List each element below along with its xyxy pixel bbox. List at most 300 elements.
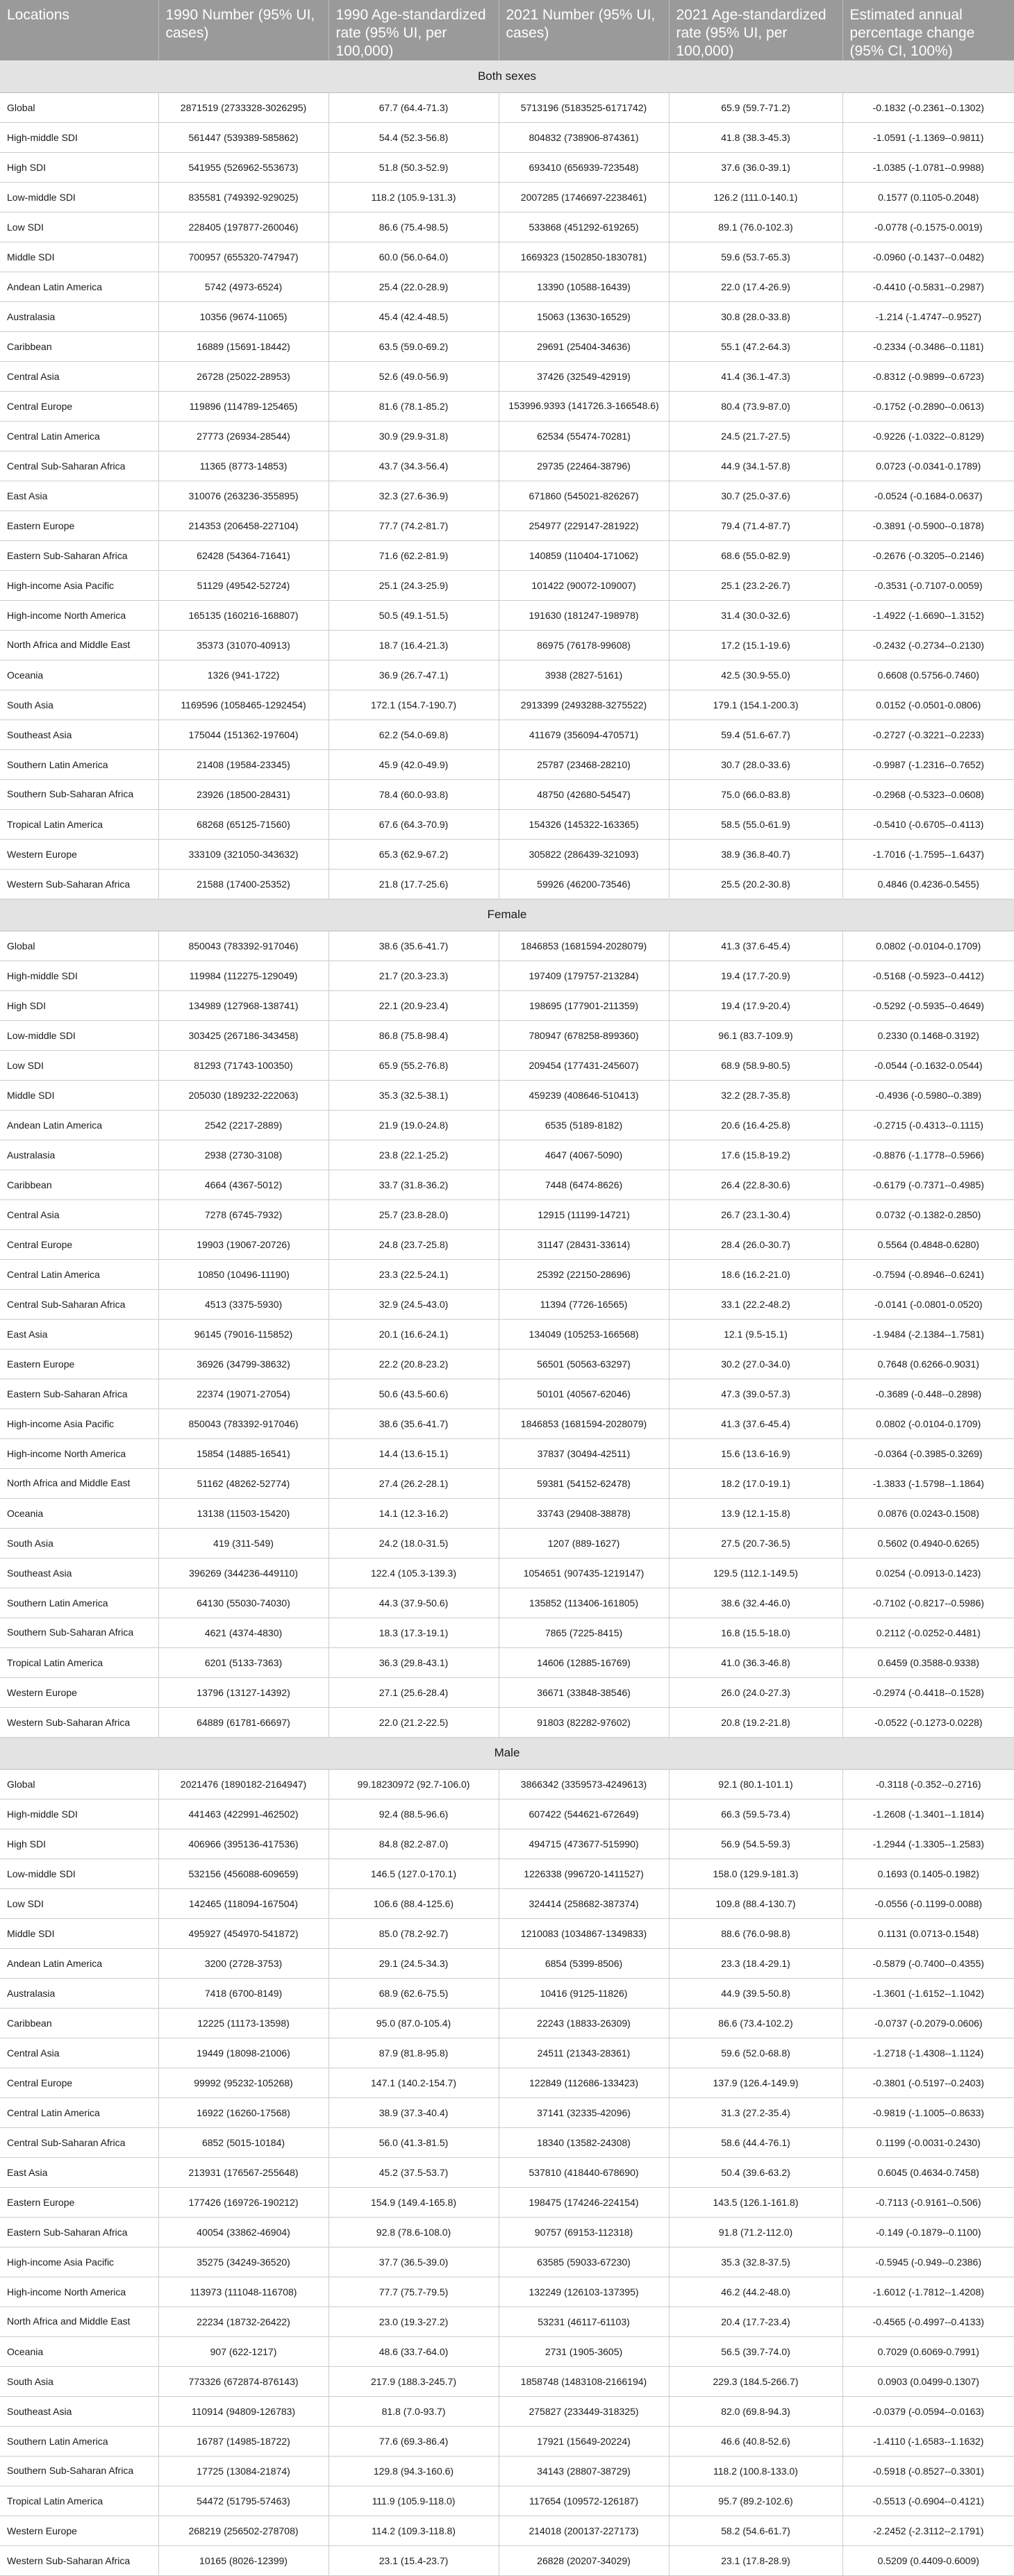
location-cell: High SDI <box>0 990 158 1020</box>
eapc-cell: -1.6012 (-1.7812--1.4208) <box>842 2277 1014 2307</box>
number-1990-cell: 96145 (79016-115852) <box>158 1319 329 1349</box>
asr-2021-cell: 30.8 (28.0-33.8) <box>669 301 842 331</box>
table-row <box>0 1859 1014 1888</box>
number-1990-cell: 35275 (34249-36520) <box>158 2247 329 2277</box>
location-cell: High-income Asia Pacific <box>0 570 158 600</box>
table-row <box>0 1438 1014 1468</box>
asr-1990-cell: 86.6 (75.4-98.5) <box>329 212 499 242</box>
asr-2021-cell: 13.9 (12.1-15.8) <box>669 1498 842 1528</box>
number-2021-cell: 59381 (54152-62478) <box>499 1468 669 1498</box>
number-1990-cell: 36926 (34799-38632) <box>158 1349 329 1379</box>
asr-2021-cell: 41.8 (38.3-45.3) <box>669 122 842 152</box>
number-1990-cell: 13796 (13127-14392) <box>158 1677 329 1707</box>
asr-2021-cell: 88.6 (76.0-98.8) <box>669 1918 842 1948</box>
table-row <box>0 2277 1014 2307</box>
eapc-cell: 0.1199 (-0.0031-0.2430) <box>842 2127 1014 2157</box>
table-row <box>0 540 1014 570</box>
asr-1990-cell: 77.6 (69.3-86.4) <box>329 2426 499 2456</box>
location-cell: Southern Sub-Saharan Africa <box>0 779 158 809</box>
asr-2021-cell: 24.5 (21.7-27.5) <box>669 421 842 451</box>
number-2021-cell: 153996.9393 (141726.3-166548.6) <box>499 391 669 421</box>
location-cell: Oceania <box>0 2336 158 2366</box>
number-1990-cell: 17725 (13084-21874) <box>158 2456 329 2486</box>
eapc-cell: -0.0364 (-0.3985-0.3269) <box>842 1438 1014 1468</box>
location-cell: Tropical Latin America <box>0 809 158 839</box>
asr-1990-cell: 50.5 (49.1-51.5) <box>329 600 499 630</box>
asr-1990-cell: 60.0 (56.0-64.0) <box>329 242 499 272</box>
asr-2021-cell: 56.5 (39.7-74.0) <box>669 2336 842 2366</box>
location-cell: Southeast Asia <box>0 1558 158 1588</box>
table-row <box>0 1948 1014 1978</box>
eapc-cell: -0.2968 (-0.5323--0.0608) <box>842 779 1014 809</box>
asr-2021-cell: 109.8 (88.4-130.7) <box>669 1888 842 1918</box>
asr-1990-cell: 67.7 (64.4-71.3) <box>329 92 499 122</box>
table-row <box>0 1319 1014 1349</box>
table-row <box>0 1349 1014 1379</box>
table-body <box>0 60 1014 2575</box>
asr-2021-cell: 18.2 (17.0-19.1) <box>669 1468 842 1498</box>
asr-1990-cell: 29.1 (24.5-34.3) <box>329 1948 499 1978</box>
number-1990-cell: 113973 (111048-116708) <box>158 2277 329 2307</box>
asr-2021-cell: 79.4 (71.4-87.7) <box>669 510 842 540</box>
asr-2021-cell: 41.4 (36.1-47.3) <box>669 361 842 391</box>
asr-1990-cell: 36.9 (26.7-47.1) <box>329 660 499 690</box>
location-cell: South Asia <box>0 2366 158 2396</box>
location-cell: Andean Latin America <box>0 272 158 301</box>
eapc-cell: 0.0876 (0.0243-0.1508) <box>842 1498 1014 1528</box>
location-cell: High SDI <box>0 152 158 182</box>
asr-2021-cell: 19.4 (17.7-20.9) <box>669 961 842 990</box>
asr-2021-cell: 59.6 (52.0-68.8) <box>669 2038 842 2068</box>
number-1990-cell: 495927 (454970-541872) <box>158 1918 329 1948</box>
eapc-cell: -0.2334 (-0.3486--0.1181) <box>842 331 1014 361</box>
number-2021-cell: 18340 (13582-24308) <box>499 2127 669 2157</box>
asr-1990-cell: 23.3 (22.5-24.1) <box>329 1259 499 1289</box>
table-row <box>0 1409 1014 1438</box>
location-cell: Eastern Sub-Saharan Africa <box>0 1379 158 1409</box>
location-cell: Global <box>0 1769 158 1799</box>
location-cell: Low-middle SDI <box>0 1020 158 1050</box>
asr-1990-cell: 38.6 (35.6-41.7) <box>329 1409 499 1438</box>
asr-1990-cell: 50.6 (43.5-60.6) <box>329 1379 499 1409</box>
eapc-cell: -0.0737 (-0.2079-0.0606) <box>842 2008 1014 2038</box>
eapc-cell: -1.9484 (-2.1384--1.7581) <box>842 1319 1014 1349</box>
asr-2021-cell: 46.6 (40.8-52.6) <box>669 2426 842 2456</box>
eapc-cell: -0.7594 (-0.8946--0.6241) <box>842 1259 1014 1289</box>
location-cell: Eastern Europe <box>0 1349 158 1379</box>
asr-2021-cell: 118.2 (100.8-133.0) <box>669 2456 842 2486</box>
eapc-cell: 0.1577 (0.1105-0.2048) <box>842 182 1014 212</box>
asr-2021-cell: 50.4 (39.6-63.2) <box>669 2157 842 2187</box>
asr-2021-cell: 17.6 (15.8-19.2) <box>669 1140 842 1170</box>
eapc-cell: -0.0524 (-0.1684-0.0637) <box>842 481 1014 510</box>
location-cell: Low SDI <box>0 212 158 242</box>
asr-2021-cell: 86.6 (73.4-102.2) <box>669 2008 842 2038</box>
number-2021-cell: 537810 (418440-678690) <box>499 2157 669 2187</box>
location-cell: Central Europe <box>0 2068 158 2097</box>
location-cell: Western Europe <box>0 839 158 869</box>
asr-2021-cell: 35.3 (32.8-37.5) <box>669 2247 842 2277</box>
number-2021-cell: 37141 (32335-42096) <box>499 2097 669 2127</box>
eapc-cell: -0.9226 (-1.0322--0.8129) <box>842 421 1014 451</box>
number-1990-cell: 333109 (321050-343632) <box>158 839 329 869</box>
table-row <box>0 749 1014 779</box>
asr-1990-cell: 43.7 (34.3-56.4) <box>329 451 499 481</box>
asr-1990-cell: 25.4 (22.0-28.9) <box>329 272 499 301</box>
number-2021-cell: 459239 (408646-510413) <box>499 1080 669 1110</box>
location-cell: Southern Sub-Saharan Africa <box>0 1618 158 1647</box>
asr-1990-cell: 77.7 (74.2-81.7) <box>329 510 499 540</box>
number-1990-cell: 541955 (526962-553673) <box>158 152 329 182</box>
asr-2021-cell: 41.3 (37.6-45.4) <box>669 931 842 961</box>
number-2021-cell: 2007285 (1746697-2238461) <box>499 182 669 212</box>
asr-2021-cell: 30.7 (25.0-37.6) <box>669 481 842 510</box>
asr-2021-cell: 33.1 (22.2-48.2) <box>669 1289 842 1319</box>
asr-2021-cell: 26.7 (23.1-30.4) <box>669 1199 842 1229</box>
number-1990-cell: 27773 (26934-28544) <box>158 421 329 451</box>
number-2021-cell: 1846853 (1681594-2028079) <box>499 1409 669 1438</box>
location-cell: Andean Latin America <box>0 1110 158 1140</box>
asr-1990-cell: 56.0 (41.3-81.5) <box>329 2127 499 2157</box>
table-row <box>0 2545 1014 2575</box>
number-1990-cell: 99992 (95232-105268) <box>158 2068 329 2097</box>
table-row <box>0 2307 1014 2336</box>
number-1990-cell: 110914 (94809-126783) <box>158 2396 329 2426</box>
table-row <box>0 1498 1014 1528</box>
asr-2021-cell: 44.9 (34.1-57.8) <box>669 451 842 481</box>
asr-2021-cell: 179.1 (154.1-200.3) <box>669 690 842 720</box>
number-1990-cell: 213931 (176567-255648) <box>158 2157 329 2187</box>
number-1990-cell: 835581 (749392-929025) <box>158 182 329 212</box>
eapc-cell: -1.0385 (-1.0781--0.9988) <box>842 152 1014 182</box>
asr-1990-cell: 111.9 (105.9-118.0) <box>329 2486 499 2516</box>
eapc-cell: -0.0556 (-0.1199-0.0088) <box>842 1888 1014 1918</box>
number-1990-cell: 10850 (10496-11190) <box>158 1259 329 1289</box>
table-row <box>0 1140 1014 1170</box>
number-2021-cell: 91803 (82282-97602) <box>499 1707 669 1737</box>
location-cell: Western Europe <box>0 2516 158 2545</box>
location-cell: Middle SDI <box>0 1918 158 1948</box>
number-2021-cell: 135852 (113406-161805) <box>499 1588 669 1618</box>
eapc-cell: 0.6608 (0.5756-0.7460) <box>842 660 1014 690</box>
asr-2021-cell: 137.9 (126.4-149.9) <box>669 2068 842 2097</box>
number-2021-cell: 2731 (1905-3605) <box>499 2336 669 2366</box>
eapc-cell: -1.2944 (-1.3305--1.2583) <box>842 1829 1014 1859</box>
asr-1990-cell: 21.7 (20.3-23.3) <box>329 961 499 990</box>
eapc-cell: -0.5513 (-0.6904--0.4121) <box>842 2486 1014 2516</box>
number-2021-cell: 693410 (656939-723548) <box>499 152 669 182</box>
table-row <box>0 1259 1014 1289</box>
table-row <box>0 510 1014 540</box>
number-1990-cell: 22374 (19071-27054) <box>158 1379 329 1409</box>
location-cell: Eastern Sub-Saharan Africa <box>0 2217 158 2247</box>
number-2021-cell: 1054651 (907435-1219147) <box>499 1558 669 1588</box>
number-1990-cell: 142465 (118094-167504) <box>158 1888 329 1918</box>
location-cell: Caribbean <box>0 331 158 361</box>
location-cell: North Africa and Middle East <box>0 630 158 660</box>
number-2021-cell: 26828 (20207-34029) <box>499 2545 669 2575</box>
number-1990-cell: 21588 (17400-25352) <box>158 869 329 899</box>
number-1990-cell: 268219 (256502-278708) <box>158 2516 329 2545</box>
number-2021-cell: 5713196 (5183525-6171742) <box>499 92 669 122</box>
asr-2021-cell: 20.4 (17.7-23.4) <box>669 2307 842 2336</box>
number-1990-cell: 16889 (15691-18442) <box>158 331 329 361</box>
number-2021-cell: 1207 (889-1627) <box>499 1528 669 1558</box>
asr-2021-cell: 75.0 (66.0-83.8) <box>669 779 842 809</box>
asr-1990-cell: 81.8 (7.0-93.7) <box>329 2396 499 2426</box>
eapc-cell: 0.0254 (-0.0913-0.1423) <box>842 1558 1014 1588</box>
eapc-cell: -1.2608 (-1.3401--1.1814) <box>842 1799 1014 1829</box>
number-1990-cell: 1169596 (1058465-1292454) <box>158 690 329 720</box>
number-2021-cell: 3866342 (3359573-4249613) <box>499 1769 669 1799</box>
number-2021-cell: 804832 (738906-874361) <box>499 122 669 152</box>
eapc-cell: 0.0903 (0.0499-0.1307) <box>842 2366 1014 2396</box>
number-2021-cell: 48750 (42680-54547) <box>499 779 669 809</box>
number-1990-cell: 441463 (422991-462502) <box>158 1799 329 1829</box>
eapc-cell: 0.1693 (0.1405-0.1982) <box>842 1859 1014 1888</box>
number-2021-cell: 25787 (23468-28210) <box>499 749 669 779</box>
asr-2021-cell: 126.2 (111.0-140.1) <box>669 182 842 212</box>
number-2021-cell: 411679 (356094-470571) <box>499 720 669 749</box>
number-2021-cell: 17921 (15649-20224) <box>499 2426 669 2456</box>
number-2021-cell: 6854 (5399-8506) <box>499 1948 669 1978</box>
asr-2021-cell: 47.3 (39.0-57.3) <box>669 1379 842 1409</box>
asr-2021-cell: 46.2 (44.2-48.0) <box>669 2277 842 2307</box>
asr-2021-cell: 59.4 (51.6-67.7) <box>669 720 842 749</box>
number-1990-cell: 26728 (25022-28953) <box>158 361 329 391</box>
asr-2021-cell: 31.3 (27.2-35.4) <box>669 2097 842 2127</box>
asr-1990-cell: 78.4 (60.0-93.8) <box>329 779 499 809</box>
location-cell: Central Latin America <box>0 2097 158 2127</box>
number-1990-cell: 119984 (112275-129049) <box>158 961 329 990</box>
location-cell: Eastern Europe <box>0 510 158 540</box>
number-1990-cell: 310076 (263236-355895) <box>158 481 329 510</box>
eapc-cell: -0.9987 (-1.2316--0.7652) <box>842 749 1014 779</box>
asr-1990-cell: 52.6 (49.0-56.9) <box>329 361 499 391</box>
section-title: Both sexes <box>0 60 1014 92</box>
asr-2021-cell: 31.4 (30.0-32.6) <box>669 600 842 630</box>
table-row <box>0 301 1014 331</box>
number-2021-cell: 154326 (145322-163365) <box>499 809 669 839</box>
header-2021-asr: 2021 Age-standardized rate (95% UI, per 100,000) <box>669 0 842 60</box>
eapc-cell: -0.4936 (-0.5980--0.389) <box>842 1080 1014 1110</box>
number-2021-cell: 13390 (10588-16439) <box>499 272 669 301</box>
location-cell: High-middle SDI <box>0 1799 158 1829</box>
asr-1990-cell: 32.9 (24.5-43.0) <box>329 1289 499 1319</box>
number-1990-cell: 35373 (31070-40913) <box>158 630 329 660</box>
number-2021-cell: 33743 (29408-38878) <box>499 1498 669 1528</box>
eapc-cell: -0.2715 (-0.4313--0.1115) <box>842 1110 1014 1140</box>
asr-2021-cell: 20.8 (19.2-21.8) <box>669 1707 842 1737</box>
eapc-cell: -0.0544 (-0.1632-0.0544) <box>842 1050 1014 1080</box>
asr-1990-cell: 84.8 (82.2-87.0) <box>329 1829 499 1859</box>
location-cell: Tropical Latin America <box>0 2486 158 2516</box>
location-cell: Tropical Latin America <box>0 1647 158 1677</box>
location-cell: East Asia <box>0 1319 158 1349</box>
table-row <box>0 1769 1014 1799</box>
number-1990-cell: 3200 (2728-3753) <box>158 1948 329 1978</box>
asr-2021-cell: 55.1 (47.2-64.3) <box>669 331 842 361</box>
number-2021-cell: 29691 (25404-34636) <box>499 331 669 361</box>
number-1990-cell: 13138 (11503-15420) <box>158 1498 329 1528</box>
number-1990-cell: 15854 (14885-16541) <box>158 1438 329 1468</box>
table-row <box>0 1528 1014 1558</box>
asr-1990-cell: 63.5 (59.0-69.2) <box>329 331 499 361</box>
eapc-cell: -2.2452 (-2.3112--2.1791) <box>842 2516 1014 2545</box>
number-2021-cell: 53231 (46117-61103) <box>499 2307 669 2336</box>
eapc-cell: -0.7102 (-0.8217--0.5986) <box>842 1588 1014 1618</box>
location-cell: High-income North America <box>0 600 158 630</box>
location-cell: Southeast Asia <box>0 2396 158 2426</box>
location-cell: East Asia <box>0 2157 158 2187</box>
table-row <box>0 1289 1014 1319</box>
location-cell: Central Asia <box>0 2038 158 2068</box>
eapc-cell: -0.5168 (-0.5923--0.4412) <box>842 961 1014 990</box>
number-1990-cell: 10356 (9674-11065) <box>158 301 329 331</box>
number-2021-cell: 214018 (200137-227173) <box>499 2516 669 2545</box>
eapc-cell: 0.5564 (0.4848-0.6280) <box>842 1229 1014 1259</box>
location-cell: Middle SDI <box>0 1080 158 1110</box>
location-cell: Central Europe <box>0 1229 158 1259</box>
table-row <box>0 1707 1014 1737</box>
location-cell: Low-middle SDI <box>0 1859 158 1888</box>
asr-1990-cell: 129.8 (94.3-160.6) <box>329 2456 499 2486</box>
table-row <box>0 630 1014 660</box>
location-cell: Global <box>0 92 158 122</box>
number-1990-cell: 2021476 (1890182-2164947) <box>158 1769 329 1799</box>
asr-2021-cell: 23.3 (18.4-29.1) <box>669 1948 842 1978</box>
asr-2021-cell: 158.0 (129.9-181.3) <box>669 1859 842 1888</box>
asr-1990-cell: 38.9 (37.3-40.4) <box>329 2097 499 2127</box>
asr-2021-cell: 92.1 (80.1-101.1) <box>669 1769 842 1799</box>
number-1990-cell: 6201 (5133-7363) <box>158 1647 329 1677</box>
table-row <box>0 331 1014 361</box>
number-2021-cell: 59926 (46200-73546) <box>499 869 669 899</box>
asr-2021-cell: 56.9 (54.5-59.3) <box>669 1829 842 1859</box>
number-1990-cell: 4664 (4367-5012) <box>158 1170 329 1199</box>
asr-1990-cell: 86.8 (75.8-98.4) <box>329 1020 499 1050</box>
table-row <box>0 1080 1014 1110</box>
table-row <box>0 2068 1014 2097</box>
table-row <box>0 481 1014 510</box>
eapc-cell: -0.2432 (-0.2734--0.2130) <box>842 630 1014 660</box>
number-2021-cell: 12915 (11199-14721) <box>499 1199 669 1229</box>
location-cell: Central Latin America <box>0 1259 158 1289</box>
eapc-cell: -0.1752 (-0.2890--0.0613) <box>842 391 1014 421</box>
table-row <box>0 1170 1014 1199</box>
number-1990-cell: 19903 (19067-20726) <box>158 1229 329 1259</box>
eapc-cell: -0.4565 (-0.4997--0.4133) <box>842 2307 1014 2336</box>
eapc-cell: -0.149 (-0.1879--0.1100) <box>842 2217 1014 2247</box>
asr-2021-cell: 95.7 (89.2-102.6) <box>669 2486 842 2516</box>
table-row <box>0 1618 1014 1647</box>
asr-1990-cell: 35.3 (32.5-38.1) <box>329 1080 499 1110</box>
asr-1990-cell: 38.6 (35.6-41.7) <box>329 931 499 961</box>
asr-1990-cell: 172.1 (154.7-190.7) <box>329 690 499 720</box>
location-cell: Central Sub-Saharan Africa <box>0 2127 158 2157</box>
location-cell: Global <box>0 931 158 961</box>
table-row <box>0 1888 1014 1918</box>
eapc-cell: -1.4110 (-1.6583--1.1632) <box>842 2426 1014 2456</box>
number-2021-cell: 50101 (40567-62046) <box>499 1379 669 1409</box>
eapc-cell: -1.214 (-1.4747--0.9527) <box>842 301 1014 331</box>
eapc-cell: -0.5945 (-0.949--0.2386) <box>842 2247 1014 2277</box>
asr-1990-cell: 48.6 (33.7-64.0) <box>329 2336 499 2366</box>
number-1990-cell: 5742 (4973-6524) <box>158 272 329 301</box>
asr-1990-cell: 20.1 (16.6-24.1) <box>329 1319 499 1349</box>
asr-1990-cell: 45.4 (42.4-48.5) <box>329 301 499 331</box>
eapc-cell: -1.3601 (-1.6152--1.1042) <box>842 1978 1014 2008</box>
asr-1990-cell: 81.6 (78.1-85.2) <box>329 391 499 421</box>
location-cell: High-income North America <box>0 1438 158 1468</box>
table-row <box>0 1379 1014 1409</box>
location-cell: Eastern Sub-Saharan Africa <box>0 540 158 570</box>
asr-2021-cell: 229.3 (184.5-266.7) <box>669 2366 842 2396</box>
table-row <box>0 2366 1014 2396</box>
asr-1990-cell: 106.6 (88.4-125.6) <box>329 1888 499 1918</box>
asr-1990-cell: 23.8 (22.1-25.2) <box>329 1140 499 1170</box>
number-2021-cell: 191630 (181247-198978) <box>499 600 669 630</box>
number-2021-cell: 11394 (7726-16565) <box>499 1289 669 1319</box>
number-1990-cell: 64889 (61781-66697) <box>158 1707 329 1737</box>
asr-2021-cell: 82.0 (69.8-94.3) <box>669 2396 842 2426</box>
location-cell: Central Latin America <box>0 421 158 451</box>
number-2021-cell: 2913399 (2493288-3275522) <box>499 690 669 720</box>
asr-2021-cell: 16.8 (15.5-18.0) <box>669 1618 842 1647</box>
location-cell: Central Asia <box>0 1199 158 1229</box>
eapc-cell: 0.0732 (-0.1382-0.2850) <box>842 1199 1014 1229</box>
number-1990-cell: 40054 (33862-46904) <box>158 2217 329 2247</box>
table-row <box>0 1558 1014 1588</box>
number-2021-cell: 122849 (112686-133423) <box>499 2068 669 2097</box>
number-1990-cell: 21408 (19584-23345) <box>158 749 329 779</box>
asr-2021-cell: 28.4 (26.0-30.7) <box>669 1229 842 1259</box>
eapc-cell: 0.7029 (0.6069-0.7991) <box>842 2336 1014 2366</box>
location-cell: Australasia <box>0 1140 158 1170</box>
location-cell: Caribbean <box>0 2008 158 2038</box>
asr-1990-cell: 54.4 (52.3-56.8) <box>329 122 499 152</box>
asr-2021-cell: 68.6 (55.0-82.9) <box>669 540 842 570</box>
number-2021-cell: 101422 (90072-109007) <box>499 570 669 600</box>
asr-1990-cell: 22.1 (20.9-23.4) <box>329 990 499 1020</box>
eapc-cell: -0.0379 (-0.0594--0.0163) <box>842 2396 1014 2426</box>
asr-1990-cell: 65.9 (55.2-76.8) <box>329 1050 499 1080</box>
eapc-cell: -0.5410 (-0.6705--0.4113) <box>842 809 1014 839</box>
eapc-cell: -1.3833 (-1.5798--1.1864) <box>842 1468 1014 1498</box>
location-cell: Western Sub-Saharan Africa <box>0 869 158 899</box>
number-2021-cell: 117654 (109572-126187) <box>499 2486 669 2516</box>
asr-2021-cell: 30.7 (28.0-33.6) <box>669 749 842 779</box>
number-1990-cell: 7278 (6745-7932) <box>158 1199 329 1229</box>
location-cell: Western Europe <box>0 1677 158 1707</box>
table-row <box>0 2426 1014 2456</box>
table-row <box>0 1050 1014 1080</box>
asr-1990-cell: 30.9 (29.9-31.8) <box>329 421 499 451</box>
asr-2021-cell: 66.3 (59.5-73.4) <box>669 1799 842 1829</box>
asr-1990-cell: 67.6 (64.3-70.9) <box>329 809 499 839</box>
number-1990-cell: 4513 (3375-5930) <box>158 1289 329 1319</box>
number-1990-cell: 214353 (206458-227104) <box>158 510 329 540</box>
asr-2021-cell: 91.8 (71.2-112.0) <box>669 2217 842 2247</box>
number-1990-cell: 134989 (127968-138741) <box>158 990 329 1020</box>
number-1990-cell: 2542 (2217-2889) <box>158 1110 329 1140</box>
number-1990-cell: 10165 (8026-12399) <box>158 2545 329 2575</box>
location-cell: High-middle SDI <box>0 122 158 152</box>
asr-1990-cell: 85.0 (78.2-92.7) <box>329 1918 499 1948</box>
asr-1990-cell: 92.4 (88.5-96.6) <box>329 1799 499 1829</box>
asr-1990-cell: 77.7 (75.7-79.5) <box>329 2277 499 2307</box>
eapc-cell: -1.2718 (-1.4308--1.1124) <box>842 2038 1014 2068</box>
